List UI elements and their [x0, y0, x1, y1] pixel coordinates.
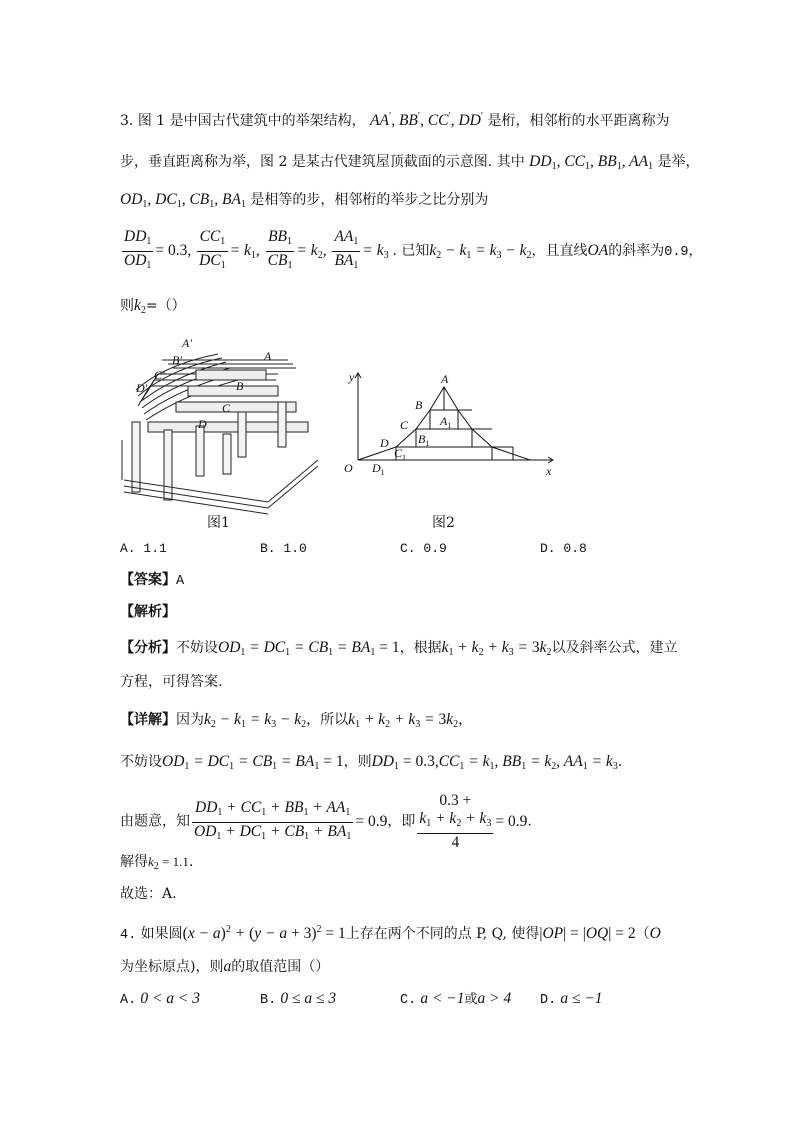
- q3-option-b[interactable]: B. 1.0: [260, 541, 307, 556]
- fig2-label-c: C: [400, 418, 409, 432]
- figure-1-building: [118, 330, 318, 515]
- answer-line: 【答案】A: [120, 572, 185, 589]
- q3-option-c[interactable]: C. 0.9: [400, 541, 447, 556]
- fenxi-line2: 方程，可得答案.: [120, 674, 223, 690]
- xiangjie-line1: 【详解】因为$k_2 - k_1 = k_3 - k_2$，所以$k_1 + k_2 + k_3 = 3k_2$，: [120, 711, 473, 730]
- fig1-label-a-prime: A′: [182, 336, 192, 350]
- fig1-label-a: A: [264, 349, 272, 363]
- fig2-label-y: y: [349, 370, 355, 384]
- fig2-label-c1: $C_1$: [394, 446, 407, 462]
- q4-line2: 为坐标原点)，则a的取值范围（）: [120, 958, 330, 975]
- answer-value: A: [176, 574, 185, 589]
- q3-line3: $OD_1$, $DC_1$, $CB_1$, $BA_1$ 是相等的步，相邻桁的举步之比分别为: [120, 191, 489, 210]
- q3-number: 3.: [120, 113, 134, 129]
- fig2-label-b1: $B_1$: [418, 432, 430, 448]
- q3-line2: 步，垂直距离称为举，图 2 是某古代建筑屋顶截面的示意图. 其中 $DD_1$, $CC_1$, $BB_1$, $AA_1$ 是举，: [120, 153, 700, 172]
- fenxi-line1: 【分析】不妨设$OD_1 = DC_1 = CB_1 = BA_1 = 1$，根据$k_1 + k_2 + k_3 = 3k_2$以及斜率公式，建立: [120, 639, 678, 658]
- math-line-oa: OA: [587, 242, 609, 260]
- fig1-label-c-prime: C′: [154, 368, 165, 382]
- fig1-label-b: B: [236, 379, 244, 393]
- q4-line1: 4. 如果圆$(x - a)^2 + (y - a + 3)^2 = 1$上存在两个不同的点 P, Q, 使得|OP| = |OQ| = 2（O: [120, 924, 661, 943]
- q4-options: [120, 988, 680, 1012]
- q4-number: 4.: [120, 928, 137, 943]
- xiangjie-line3: 由题意，知 $\frac{DD_1 + CC_1 + BB_1 + AA_1}{OD_1 + DC_1 + CB_1 + BA_1}$ = 0.9，即 0.3 + $k_1 + k_2 + k_3$ 4 = 0.9.: [120, 792, 532, 851]
- math-ratios: $\frac{DD_1}{OD_1}$ = 0.3, $\frac{CC_1}{DC_1}$ = $k_1$, $\frac{BB_1}{CB_1}$ = $k_2$, $\frac{AA_1}{BA_1}$ = $k_3$: [124, 228, 389, 271]
- fig1-label-d: D: [198, 417, 207, 431]
- fig1-label-d-prime: D′: [136, 381, 148, 395]
- math-k-relation: $k_2 - k_1 = k_3 - k_2$: [429, 242, 532, 262]
- q4-option-d[interactable]: D. a ≤ −1: [540, 990, 603, 1008]
- xiangjie-line2: 不妨设$OD_1 = DC_1 = CB_1 = BA_1 = 1$，则$DD_1 = 0.3,CC_1 = k_1$, $BB_1 = k_2$, $AA_1 = k_3$.: [120, 753, 623, 772]
- analysis-heading: 【解析】: [120, 604, 176, 620]
- math-truss-list: AA′, BB′, CC′, DD′: [370, 111, 484, 129]
- fig2-caption: 图2: [432, 515, 455, 531]
- q4-option-b[interactable]: B. 0 ≤ a ≤ 3: [260, 990, 337, 1008]
- fig2-label-o: O: [344, 461, 353, 475]
- math-ju-list: $DD_1$, $CC_1$, $BB_1$, $AA_1$: [529, 153, 654, 172]
- fig2-label-b: B: [415, 398, 423, 412]
- fig2-label-a1: $A_1$: [440, 414, 452, 430]
- choose-line: 故选：A.: [120, 886, 177, 902]
- math-bu-list: $OD_1$, $DC_1$, $CB_1$, $BA_1$: [120, 191, 246, 210]
- fig2-label-d1: $D_1$: [372, 461, 385, 477]
- fig1-caption: 图1: [207, 515, 230, 531]
- q3-line1: 3. 图 1 是中国古代建筑中的举架结构， AA′, BB′, CC′, DD′ 是桁，相邻桁的水平距离称为: [120, 111, 670, 129]
- q4-option-a[interactable]: A. 0 < a < 3: [120, 990, 201, 1008]
- q3-option-d[interactable]: D. 0.8: [540, 541, 587, 556]
- q4-option-c[interactable]: C. a < −1或a > 4: [400, 990, 512, 1008]
- xiangjie-line4: 解得$k_2 = 1.1$.: [120, 854, 194, 872]
- math-circle-eq: $(x - a)^2 + (y - a + 3)^2 = 1$: [182, 924, 346, 942]
- figure-2-cross-section: [338, 365, 563, 480]
- fig2-label-a: A: [441, 372, 449, 386]
- q3-option-a[interactable]: A. 1.1: [120, 541, 167, 556]
- q3-line4: $\frac{DD_1}{OD_1}$ = 0.3, $\frac{CC_1}{DC_1}$ = $k_1$, $\frac{BB_1}{CB_1}$ = $k_2$, $\frac{AA_1}{BA_1}$ = $k_3$ . 已知$k_2 - k_1 = k_3 - k_2$，且直线OA的斜率为0.9，: [120, 228, 702, 276]
- q3-line5: 则$k_2=()$: [120, 297, 186, 316]
- fig2-label-x: x: [546, 464, 552, 478]
- q3-options: [120, 538, 680, 560]
- fig1-label-c: C: [222, 401, 231, 415]
- fig1-label-b-prime: B′: [172, 353, 182, 367]
- fig2-label-d: D: [380, 436, 389, 450]
- math-k2: $k_2$: [134, 297, 146, 316]
